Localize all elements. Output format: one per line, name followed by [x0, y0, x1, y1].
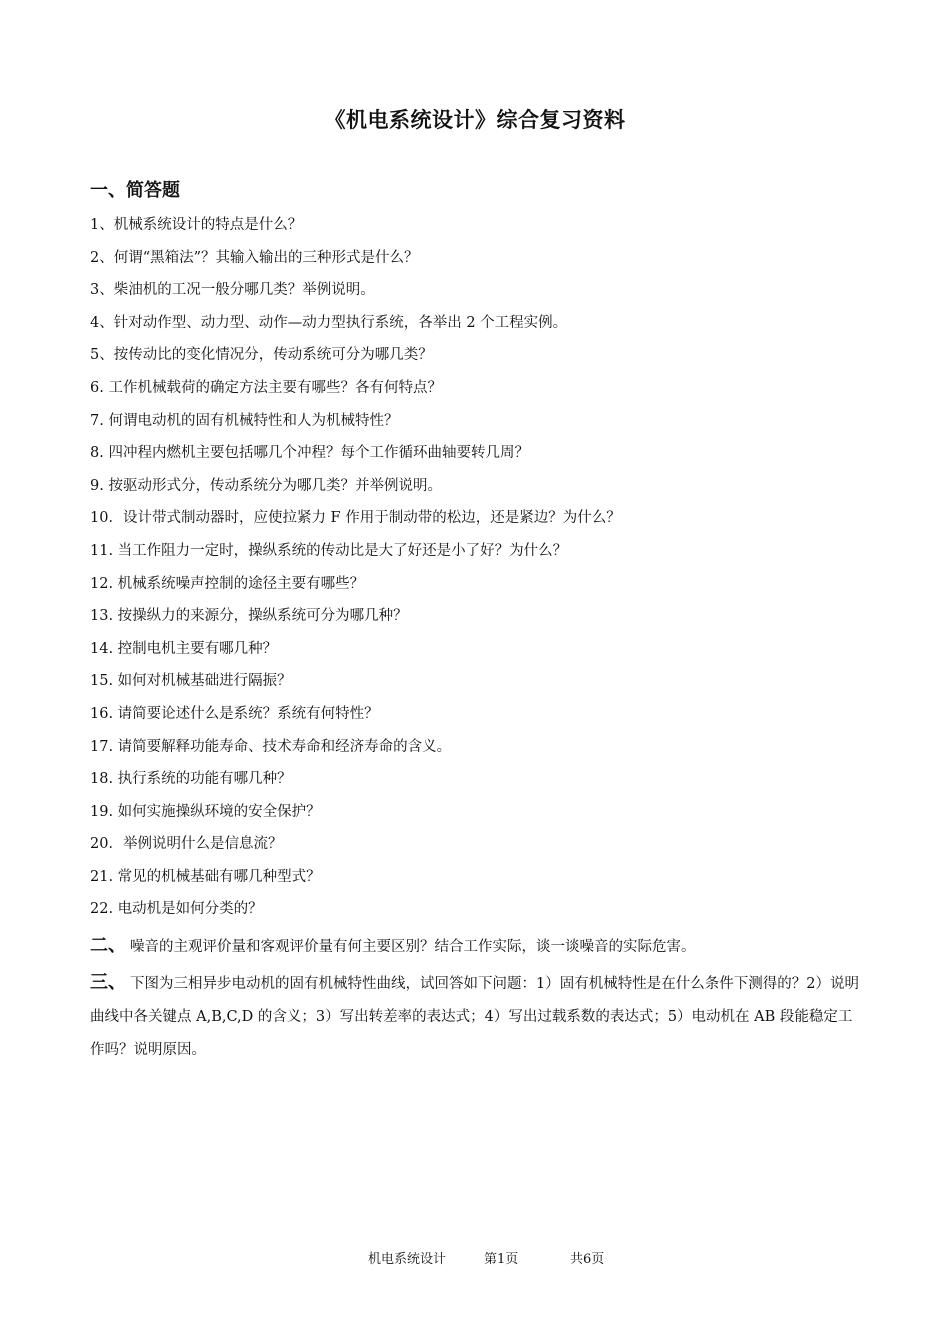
question-item: 10．设计带式制动器时，应使拉紧力 F 作用于制动带的松边，还是紧边？为什么？: [90, 510, 621, 527]
footer-course-name: 机电系统设计: [368, 1252, 447, 1267]
question-item: 3、柴油机的工况一般分哪几类？举例说明。: [90, 282, 375, 299]
question-item: 14. 控制电机主要有哪几种？: [90, 640, 278, 657]
question-item: 8. 四冲程内燃机主要包括哪几个冲程？每个工作循环曲轴要转几周？: [90, 445, 529, 462]
question-item: 16. 请简要论述什么是系统？系统有何特性？: [90, 705, 379, 722]
section-3-number: 三、: [90, 972, 126, 993]
question-item: 11. 当工作阻力一定时，操纵系统的传动比是大了好还是小了好？为什么？: [90, 542, 568, 559]
question-item: 4、针对动作型、动力型、动作—动力型执行系统，各举出 2 个工程实例。: [90, 314, 568, 331]
question-item: 5、按传动比的变化情况分，传动系统可分为哪几类？: [90, 347, 433, 364]
section-3-paragraph: [90, 966, 860, 1067]
footer-page-number: 第1页: [484, 1252, 519, 1267]
question-item: 21. 常见的机械基础有哪几种型式？: [90, 868, 321, 885]
section-2-number: 二、: [90, 935, 126, 956]
question-list: [90, 214, 870, 931]
question-item: 12. 机械系统噪声控制的途径主要有哪些？: [90, 575, 365, 592]
question-item: 9. 按驱动形式分，传动系统分为哪几类？并举例说明。: [90, 477, 442, 494]
section-heading-short-answer: 一、简答题: [90, 180, 180, 201]
question-item: 18. 执行系统的功能有哪几种？: [90, 771, 292, 788]
question-item: 1、机械系统设计的特点是什么？: [90, 217, 303, 233]
document-title: 《机电系统设计》综合复习资料: [324, 107, 626, 132]
question-item: 15. 如何对机械基础进行隔振？: [90, 673, 292, 690]
question-item: 19. 如何实施操纵环境的安全保护？: [90, 803, 321, 820]
question-item: 7. 何谓电动机的固有机械特性和人为机械特性？: [90, 412, 399, 429]
section-2-text: 噪音的主观评价量和客观评价量有何主要区别？结合工作实际，谈一谈噪音的实际危害。: [130, 939, 696, 955]
question-item: 13. 按操纵力的来源分，操纵系统可分为哪几种？: [90, 608, 408, 625]
section-3-text: 下图为三相异步电动机的固有机械特性曲线，试回答如下问题：1）固有机械特性是在什么条件下测得的？2）说明曲线中各关键点 A,B,C,D 的含义；3）写出转差率的表达式；4）写出过载系数的表达式；5）电动机在 AB 段能稳定工作吗？说明原因。: [90, 976, 859, 1058]
question-item: 6. 工作机械载荷的确定方法主要有哪些？各有何特点？: [90, 379, 442, 396]
footer-total-pages: 共6页: [570, 1252, 605, 1267]
question-item: 2、何谓“黑箱法”？其输入输出的三种形式是什么？: [90, 249, 419, 266]
section-2-paragraph: [90, 929, 860, 964]
question-item: 17. 请简要解释功能寿命、技术寿命和经济寿命的含义。: [90, 738, 452, 755]
question-item: 22. 电动机是如何分类的？: [90, 901, 263, 918]
question-item: 20．举例说明什么是信息流？: [90, 836, 283, 853]
